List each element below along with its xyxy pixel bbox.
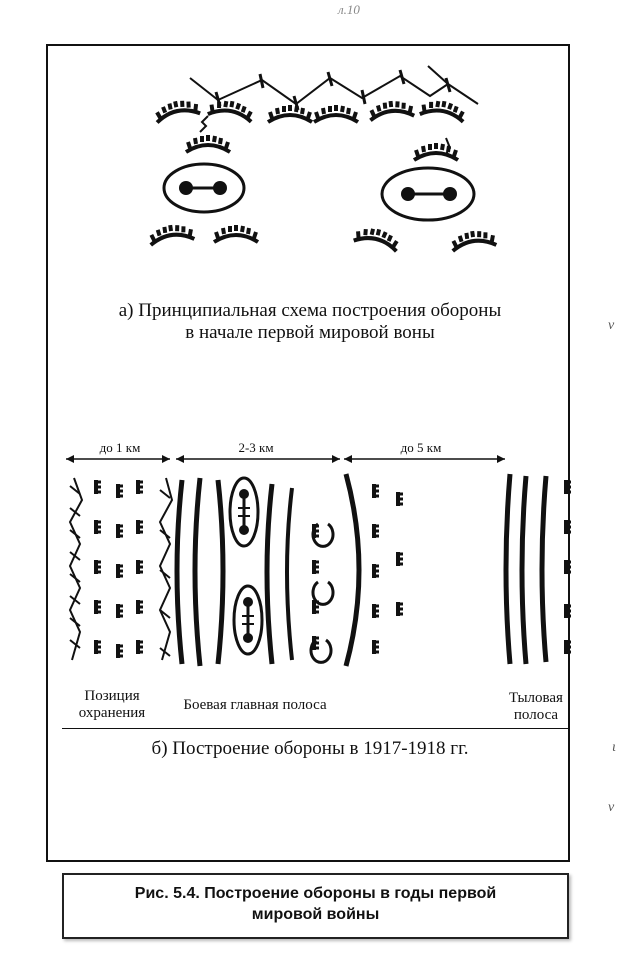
distance-label-outpost: до 1 км <box>99 440 141 455</box>
zone-label-rear <box>496 690 576 724</box>
caption-a-line2: в начале первой мировой воны <box>185 322 435 343</box>
strongpoints-a <box>164 164 474 220</box>
separator-line <box>62 728 570 729</box>
zone-label-outpost-line2: охранения <box>78 705 146 721</box>
margin-mark-2: ι <box>612 740 616 755</box>
distance-label-main: 2-3 км <box>238 440 274 455</box>
zone-label-outpost <box>62 688 162 722</box>
zone-label-outpost-line1: Позиция <box>84 688 140 704</box>
distance-arrows <box>66 455 505 463</box>
distance-label-rear: до 5 км <box>400 440 442 455</box>
figure-caption-line1: Рис. 5.4. Построение обороны в годы первой <box>134 885 497 902</box>
main-battle-zone <box>177 474 403 666</box>
zone-label-rear-line2: полоса <box>513 707 559 723</box>
trench-front-line <box>154 97 467 160</box>
outpost-position <box>70 478 172 660</box>
page-number-mark: л.10 <box>338 2 360 17</box>
figure-caption-line2: мировой войны <box>251 906 380 923</box>
rear-zone <box>506 474 571 664</box>
caption-a-line1: а) Принципиальная схема построения обороны <box>118 300 502 321</box>
trench-rear-line-a <box>148 222 496 251</box>
caption-b: б) Построение обороны в 1917-1918 гг. <box>151 738 469 759</box>
margin-mark-3: v <box>608 800 615 815</box>
margin-mark-1: v <box>608 318 615 333</box>
zone-label-rear-line1: Тыловая <box>509 690 563 706</box>
caption-a <box>60 300 560 344</box>
zone-label-main: Боевая главная полоса <box>183 697 327 713</box>
figure-caption <box>62 873 569 939</box>
